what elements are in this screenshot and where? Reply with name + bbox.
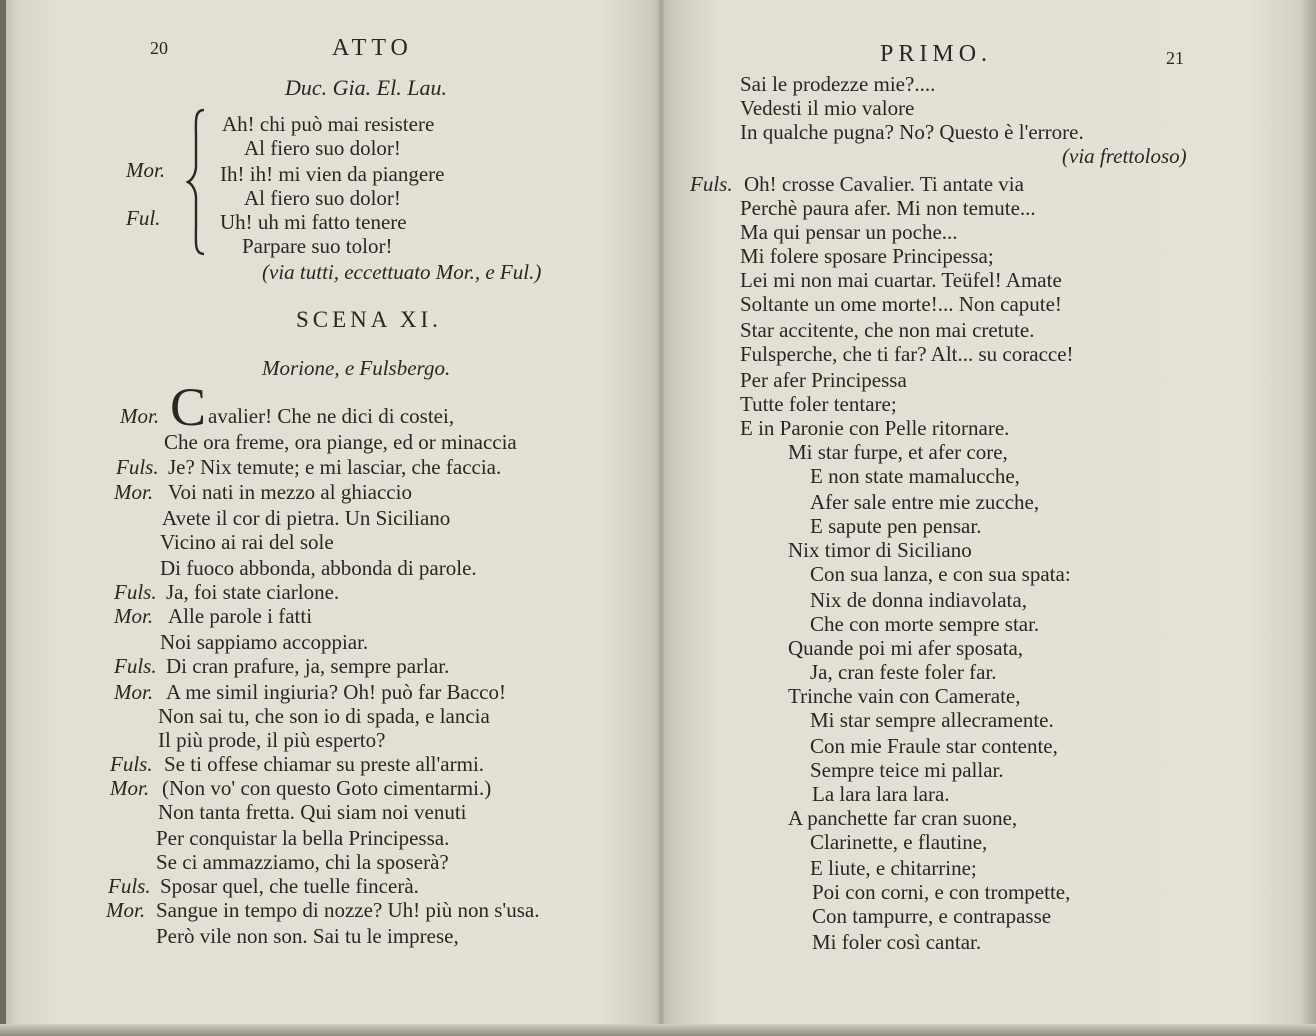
book-gutter: [657, 0, 665, 1036]
dialogue-line: Sangue in tempo di nozze? Uh! più non s'usa.: [156, 898, 540, 922]
trio-line: Ih! ih! mi vien da piangere: [220, 162, 445, 186]
speaker-label: Mor.: [114, 480, 154, 504]
speaker-label: Ful.: [126, 206, 161, 230]
aria-line: Che con morte sempre star.: [810, 612, 1040, 636]
trio-line: Parpare suo tolor!: [242, 234, 393, 258]
dialogue-line: (Non vo' con questo Goto cimentarmi.): [162, 776, 492, 800]
dialogue-line: Non tanta fretta. Qui siam noi venuti: [158, 800, 467, 824]
dialogue-line: Sposar quel, che tuelle fincerà.: [160, 874, 419, 898]
dialogue-line: Se ci ammazziamo, chi la sposerà?: [156, 850, 449, 874]
aria-line: Ja, cran feste foler far.: [810, 660, 997, 684]
dialogue-line: Per conquistar la bella Principessa.: [156, 826, 450, 850]
trio-line: Uh! uh mi fatto tenere: [220, 210, 407, 234]
speaker-label: Fuls.: [110, 752, 153, 776]
aria-line: Trinche vain con Camerate,: [788, 684, 1021, 708]
aria-line: Con mie Fraule star contente,: [810, 734, 1058, 758]
book-edge-left: [0, 0, 6, 1036]
stage-direction: (via tutti, eccettuato Mor., e Ful.): [262, 260, 542, 284]
trio-line: Al fiero suo dolor!: [244, 136, 401, 160]
dialogue-line: Ja, foi state ciarlone.: [166, 580, 340, 604]
aria-line: E non state mamalucche,: [810, 464, 1020, 488]
speaker-label: Mor.: [110, 776, 150, 800]
running-head-right: PRIMO.: [880, 41, 993, 67]
dialogue-line: Tutte foler tentare;: [740, 392, 897, 416]
speaker-label: Mor.: [114, 680, 154, 704]
speaker-label: Mor.: [126, 158, 166, 182]
aria-line: La lara lara lara.: [812, 782, 950, 806]
dialogue-line: Alle parole i fatti: [168, 604, 313, 628]
page-number-left: 20: [150, 38, 168, 58]
speaker-label: Fuls.: [114, 654, 157, 678]
aria-line: Sempre teice mi pallar.: [810, 758, 1004, 782]
dialogue-line: Noi sappiamo accoppiar.: [160, 630, 369, 654]
dialogue-line: E in Paronie con Pelle ritornare.: [740, 416, 1010, 440]
dialogue-line: avalier! Che ne dici di costei,: [208, 404, 455, 428]
trio-line: Ah! chi può mai resistere: [222, 112, 435, 136]
speaker-label: Mor.: [120, 404, 160, 428]
aria-line: Clarinette, e flautine,: [810, 830, 988, 854]
dialogue-line: Lei mi non mai cuartar. Teüfel! Amate: [740, 268, 1062, 292]
trio-brace: [186, 108, 208, 256]
speaker-label: Fuls.: [116, 455, 159, 479]
dialogue-line: Di cran prafure, ja, sempre parlar.: [166, 654, 450, 678]
speaker-label: Mor.: [106, 898, 146, 922]
page-number-right: 21: [1166, 48, 1184, 68]
running-head-left: ATTO: [332, 35, 413, 61]
dialogue-line: Di fuoco abbonda, abbonda di parole.: [160, 556, 477, 580]
dialogue-line: Non sai tu, che son io di spada, e lancia: [158, 704, 490, 728]
aria-line: Con tampurre, e contrapasse: [812, 904, 1052, 928]
aria-line: Con sua lanza, e con sua spata:: [810, 562, 1071, 586]
dialogue-line: Oh! crosse Cavalier. Ti antate via: [744, 172, 1024, 196]
dialogue-line: Soltante un ome morte!... Non capute!: [740, 292, 1062, 316]
dialogue-line: Per afer Principessa: [740, 368, 907, 392]
dialogue-line: Ma qui pensar un poche...: [740, 220, 958, 244]
scene-title: SCENA XI.: [296, 307, 442, 332]
dialogue-line: Che ora freme, ora piange, ed or minaccia: [164, 430, 517, 454]
aria-line: Poi con corni, e con trompette,: [812, 880, 1071, 904]
aria-line: Nix timor di Siciliano: [788, 538, 972, 562]
dialogue-line: Je? Nix temute; e mi lasciar, che faccia.: [168, 455, 502, 479]
dialogue-line: Star accitente, che non mai cretute.: [740, 318, 1035, 342]
aria-line: Mi foler così cantar.: [812, 930, 982, 954]
speaker-label: Fuls.: [114, 580, 157, 604]
aria-line: Nix de donna indiavolata,: [810, 588, 1027, 612]
dialogue-line: Però vile non son. Sai tu le imprese,: [156, 924, 459, 948]
speaker-label: Mor.: [114, 604, 154, 628]
aria-line: E sapute pen pensar.: [810, 514, 982, 538]
dialogue-line: Se ti offese chiamar su preste all'armi.: [164, 752, 485, 776]
aria-line: Afer sale entre mie zucche,: [810, 490, 1040, 514]
speaker-label: Fuls.: [108, 874, 151, 898]
aria-line: E liute, e chitarrine;: [810, 856, 977, 880]
trio-line: Al fiero suo dolor!: [244, 186, 401, 210]
book-edge-bottom: [0, 1024, 1316, 1036]
dialogue-line: Il più prode, il più esperto?: [158, 728, 386, 752]
speakers-header: Duc. Gia. El. Lau.: [285, 75, 447, 100]
aria-line: Mi star sempre allecramente.: [810, 708, 1054, 732]
aria-line: Mi star furpe, et afer core,: [788, 440, 1008, 464]
dialogue-line: In qualche pugna? No? Questo è l'errore.: [740, 120, 1084, 144]
dialogue-line: A me simil ingiuria? Oh! può far Bacco!: [166, 680, 506, 704]
stage-direction: (via frettoloso): [1062, 144, 1187, 168]
dialogue-line: Perchè paura afer. Mi non temute...: [740, 196, 1036, 220]
dialogue-line: Voi nati in mezzo al ghiaccio: [168, 480, 412, 504]
scene-characters: Morione, e Fulsbergo.: [262, 356, 451, 380]
aria-line: A panchette far cran suone,: [788, 806, 1018, 830]
dialogue-line: Sai le prodezze mie?....: [740, 72, 936, 96]
dialogue-line: Vicino ai rai del sole: [160, 530, 334, 554]
dialogue-line: Mi folere sposare Principessa;: [740, 244, 994, 268]
dialogue-line: Vedesti il mio valore: [740, 96, 915, 120]
drop-cap: C: [170, 377, 207, 437]
aria-line: Quande poi mi afer sposata,: [788, 636, 1024, 660]
dialogue-line: Avete il cor di pietra. Un Siciliano: [162, 506, 451, 530]
dialogue-line: Fulsperche, che ti far? Alt... su coracce!: [740, 342, 1074, 366]
speaker-label: Fuls.: [690, 172, 733, 196]
